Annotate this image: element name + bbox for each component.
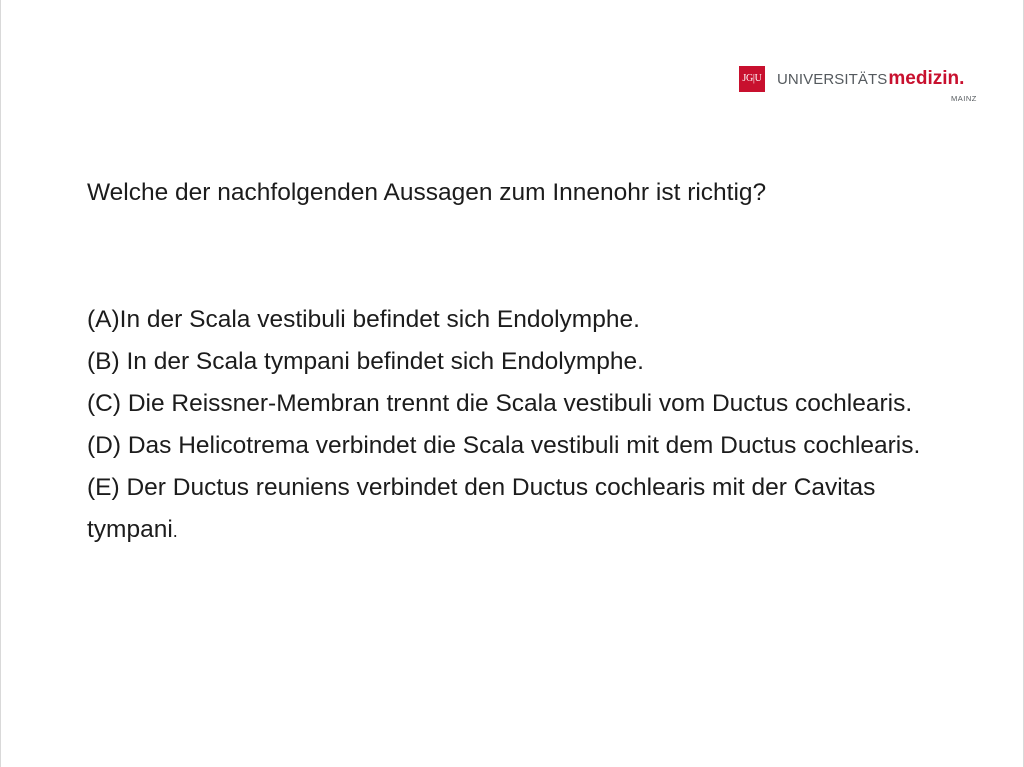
answer-option-e-period: .: [172, 521, 178, 541]
jgu-logo-badge: JG|U: [739, 66, 765, 92]
question-text: Welche der nachfolgenden Aussagen zum Innenohr ist richtig?: [87, 179, 767, 206]
answer-option-b: (B) In der Scala tympani befindet sich Endolymphe.: [87, 348, 644, 375]
slide-content: [87, 172, 967, 552]
answer-list: [87, 299, 967, 552]
answer-option-d: (D) Das Helicotrema verbindet die Scala vestibuli mit dem Ductus cochlearis.: [87, 432, 921, 459]
answer-option-e: [87, 467, 967, 552]
answer-option-c: (C) Die Reissner-Membran trennt die Scala vestibuli vom Ductus cochlearis.: [87, 390, 913, 417]
answer-option-a: (A)In der Scala vestibuli befindet sich Endolymphe.: [87, 306, 640, 333]
logo-word-universitaets: UNIVERSITÄTS: [777, 71, 888, 88]
logo-subtitle: MAINZ: [951, 94, 977, 103]
logo-wordmark: [777, 67, 964, 92]
university-logo: [739, 66, 989, 106]
answer-option-e-text: (E) Der Ductus reuniens verbindet den Ductus cochlearis mit der Cavitas tympani: [87, 474, 876, 543]
logo-word-medizin: medizin.: [888, 68, 965, 89]
